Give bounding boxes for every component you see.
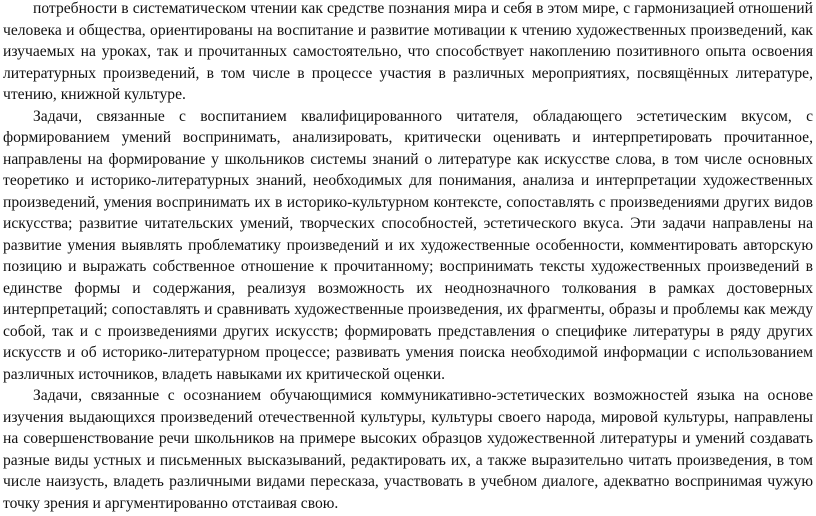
paragraph-continuation: потребности в систематическом чтении как средстве познания мира и себя в этом мире, с гармонизацией отношений человека и общества, ориентированы на воспитание и развитие мотивации к чтению художественных произведений, как изучаемых на уроках, так и прочитанных самостоятельно, что способствует накоплению позитивного опыта освоения литературных произведений, в том числе в процессе участия в различных мероприятиях, посвящённых литературе, чтению, книжной культуре. xyxy=(3,0,813,103)
paragraph-reader-tasks: Задачи, связанные с воспитанием квалифицированного читателя, обладающего эстетическим вкусом, с формированием умений воспринимать, анализировать, критически оценивать и интерпретировать прочитанное, направлены на формирование у школьников системы знаний о литературе как искусстве слова, в том числе основных теоретико и историко-литературных знаний, необходимых для понимания, анализа и интерпретации художественных произведений, умения воспринимать их в историко-культурном контексте, сопоставлять с произведениями других видов искусства; развитие читательских умений, творческих способностей, эстетического вкуса. Эти задачи направлены на развитие умения выявлять проблематику произведений и их художественные особенности, комментировать авторскую позицию и выражать собственное отношение к прочитанному; воспринимать тексты художественных произведений в единстве формы и содержания, реализуя возможность их неоднозначного толкования в рамках достоверных интерпретаций; сопоставлять и сравнивать художественные произведения, их фрагменты, образы и проблемы как между собой, так и с произведениями других искусств; формировать представления о специфике литературы в ряду других искусств и об историко-литературном процессе; развивать умения поиска необходимой информации с использованием различных источников, владеть навыками их критической оценки. xyxy=(3,107,813,383)
paragraph-communication-tasks: Задачи, связанные с осознанием обучающимися коммуникативно-эстетических возможностей языка на основе изучения выдающихся произведений отечественной культуры, культуры своего народа, мировой культуры, направлены на совершенствование речи школьников на примере высоких образцов художественной литературы и умений создавать разные виды устных и письменных высказываний, редактировать их, а также выразительно читать произведения, в том числе наизусть, владеть различными видами пересказа, участвовать в учебном диалоге, адекватно воспринимая чужую точку зрения и аргументированно отстаивая свою. xyxy=(3,387,813,512)
document-body xyxy=(3,0,813,514)
